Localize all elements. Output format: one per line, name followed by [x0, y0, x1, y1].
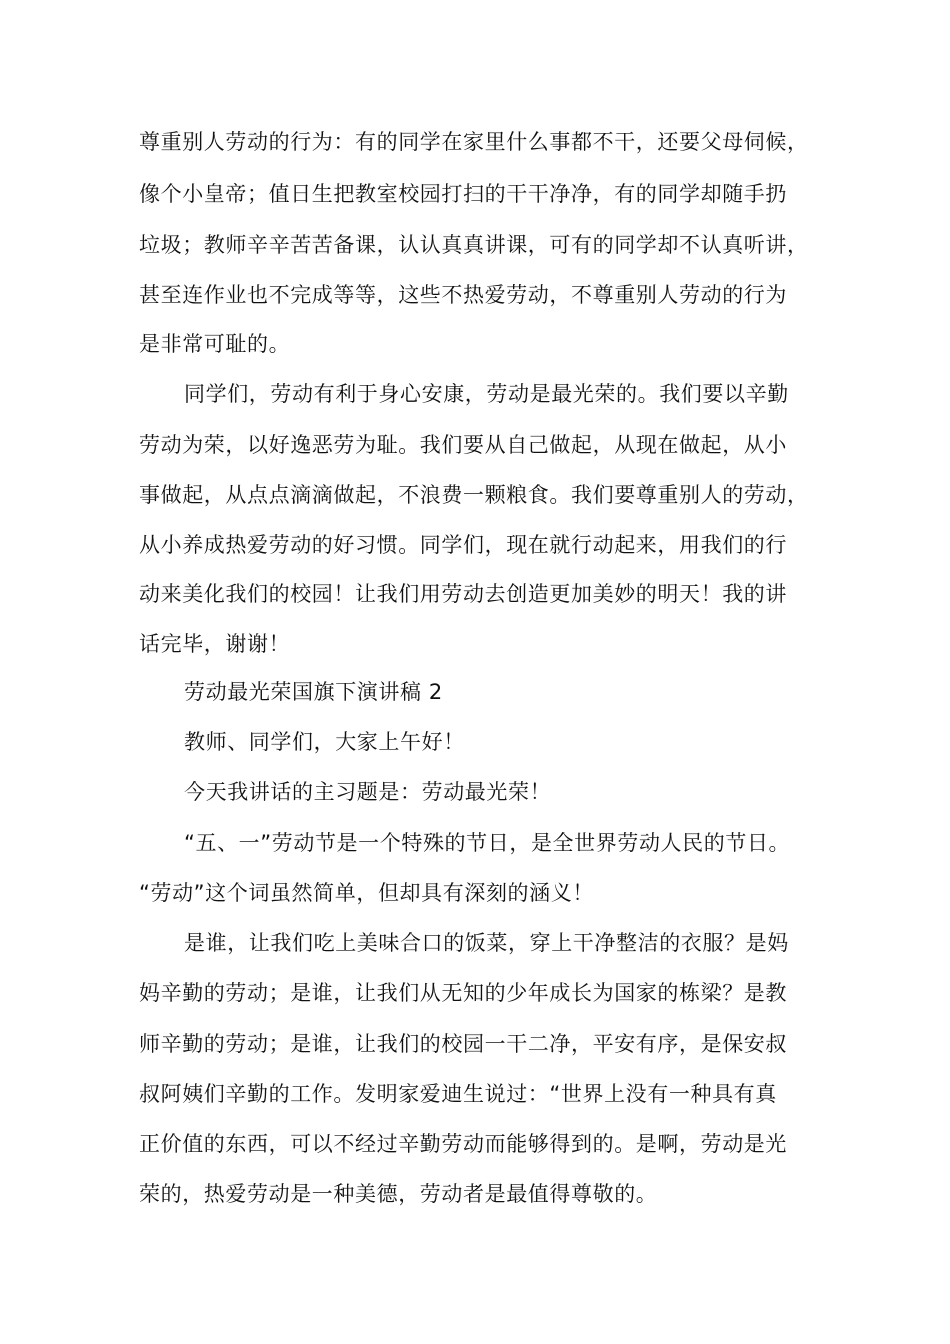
text-line: 尊重别人劳动的行为：有的同学在家里什么事都不干，还要父母伺候， [139, 130, 809, 154]
text-line: 叔阿姨们辛勤的工作。发明家爱迪生说过：“世界上没有一种具有真 [139, 1082, 777, 1106]
text-line: 劳动为荣，以好逸恶劳为耻。我们要从自己做起，从现在做起，从小 [139, 433, 787, 457]
text-line: 妈辛勤的劳动；是谁，让我们从无知的少年成长为国家的栋梁？是教 [139, 981, 787, 1005]
text-line: 像个小皇帝；值日生把教室校园打扫的干干净净，有的同学却随手扔 [139, 182, 787, 206]
text-line: “劳动”这个词虽然简单，但却具有深刻的涵义！ [139, 881, 594, 905]
text-line: 荣的，热爱劳动是一种美德，劳动者是最值得尊敬的。 [139, 1182, 658, 1206]
text-line: 事做起，从点点滴滴做起，不浪费一颗粮食。我们要尊重别人的劳动， [139, 483, 809, 507]
text-line: 从小养成热爱劳动的好习惯。同学们，现在就行动起来，用我们的行 [139, 533, 787, 557]
topic-line: 今天我讲话的主习题是：劳动最光荣！ [184, 780, 552, 804]
text-line: 师辛勤的劳动；是谁，让我们的校园一干二净，平安有序，是保安叔 [139, 1032, 787, 1056]
text-line: 是谁，让我们吃上美味合口的饭菜，穿上干净整洁的衣服？是妈 [184, 931, 789, 955]
text-line: 甚至连作业也不完成等等，这些不热爱劳动，不尊重别人劳动的行为 [139, 283, 787, 307]
text-line: 同学们，劳动有利于身心安康，劳动是最光荣的。我们要以辛勤 [184, 382, 789, 406]
text-line: 垃圾；教师辛辛苦苦备课，认认真真讲课，可有的同学却不认真听讲， [139, 233, 809, 257]
text-line: 动来美化我们的校园！让我们用劳动去创造更加美妙的明天！我的讲 [139, 582, 787, 606]
greeting-line: 教师、同学们，大家上午好！ [184, 730, 465, 754]
text-line: 是非常可耻的。 [139, 332, 291, 356]
text-line: 话完毕，谢谢！ [139, 632, 291, 656]
text-line: “五、一”劳动节是一个特殊的节日，是全世界劳动人民的节日。 [184, 831, 791, 855]
text-line: 正价值的东西，可以不经过辛勤劳动而能够得到的。是啊，劳动是光 [139, 1132, 787, 1156]
section-heading: 劳动最光荣国旗下演讲稿 2 [184, 680, 443, 704]
